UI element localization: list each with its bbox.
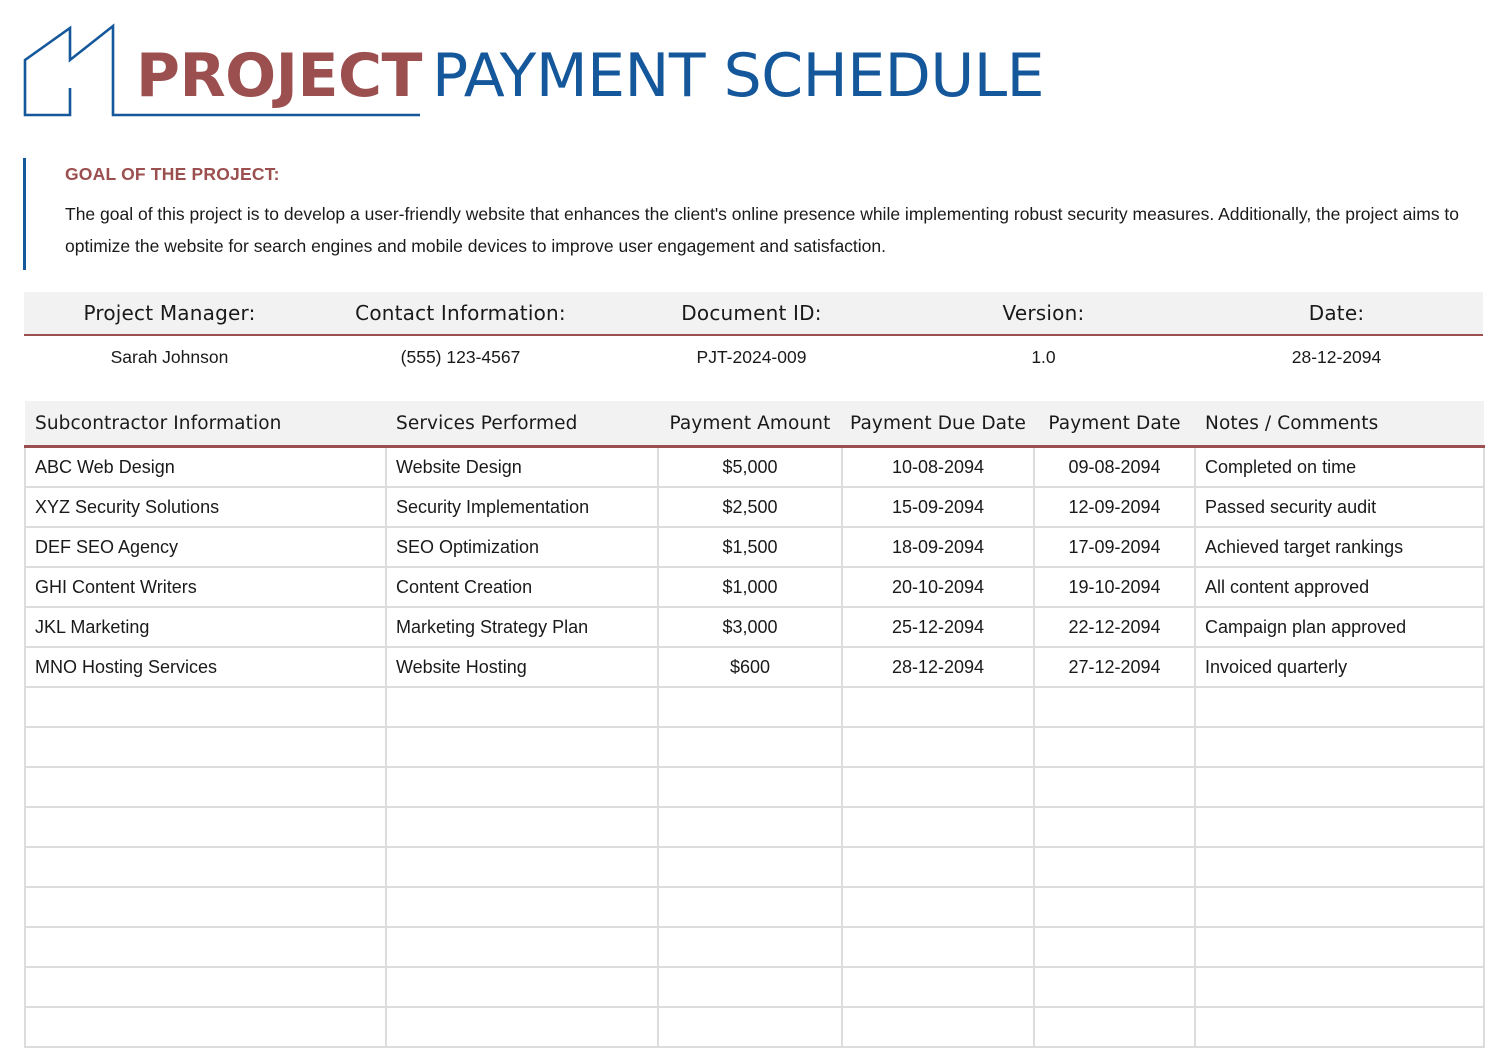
notes-cell[interactable] — [1195, 687, 1484, 727]
table-row — [25, 887, 1484, 927]
contact-information-label: Contact Information: — [315, 292, 606, 335]
payment-due-date-cell[interactable]: 20-10-2094 — [842, 567, 1034, 607]
subcontractor-cell[interactable] — [25, 807, 386, 847]
notes-cell[interactable]: Invoiced quarterly — [1195, 647, 1484, 687]
page-title — [136, 38, 1044, 118]
services-cell[interactable] — [386, 807, 658, 847]
project-goal-section — [23, 158, 1486, 270]
payment-amount-cell[interactable] — [658, 1007, 842, 1047]
payment-amount-cell[interactable]: $3,000 — [658, 607, 842, 647]
payment-due-date-cell[interactable]: 15-09-2094 — [842, 487, 1034, 527]
goal-label: GOAL OF THE PROJECT: — [65, 164, 280, 184]
notes-cell[interactable] — [1195, 887, 1484, 927]
payment-date-cell[interactable] — [1034, 767, 1195, 807]
payment-due-date-cell[interactable]: 28-12-2094 — [842, 647, 1034, 687]
payment-due-date-cell[interactable]: 18-09-2094 — [842, 527, 1034, 567]
payment-amount-cell[interactable]: $2,500 — [658, 487, 842, 527]
table-row — [25, 567, 1484, 607]
payment-amount-cell[interactable]: $1,500 — [658, 527, 842, 567]
date-value[interactable]: 28-12-2094 — [1291, 346, 1382, 367]
col-payment-date: Payment Date — [1034, 401, 1195, 447]
notes-cell[interactable]: Achieved target rankings — [1195, 527, 1484, 567]
payment-date-cell[interactable]: 19-10-2094 — [1034, 567, 1195, 607]
payment-date-cell[interactable] — [1034, 927, 1195, 967]
payment-due-date-cell[interactable] — [842, 1007, 1034, 1047]
notes-cell[interactable] — [1195, 927, 1484, 967]
subcontractor-cell[interactable] — [25, 687, 386, 727]
services-cell[interactable]: SEO Optimization — [386, 527, 658, 567]
payment-due-date-cell[interactable] — [842, 967, 1034, 1007]
payment-date-cell[interactable] — [1034, 967, 1195, 1007]
table-row — [25, 447, 1484, 488]
payment-amount-cell[interactable]: $5,000 — [658, 447, 842, 488]
notes-cell[interactable] — [1195, 727, 1484, 767]
project-manager-label: Project Manager: — [24, 292, 315, 335]
payment-amount-cell[interactable] — [658, 927, 842, 967]
payment-due-date-cell[interactable] — [842, 887, 1034, 927]
table-row — [25, 727, 1484, 767]
payment-due-date-cell[interactable]: 10-08-2094 — [842, 447, 1034, 488]
table-row — [25, 807, 1484, 847]
payment-date-cell[interactable] — [1034, 807, 1195, 847]
subcontractor-cell[interactable]: ABC Web Design — [25, 447, 386, 488]
subcontractor-cell[interactable] — [25, 847, 386, 887]
subcontractor-cell[interactable]: MNO Hosting Services — [25, 647, 386, 687]
schedule-header-row — [25, 401, 1484, 447]
col-notes: Notes / Comments — [1195, 401, 1484, 447]
project-info-table — [24, 292, 1483, 378]
payment-schedule-table — [24, 401, 1485, 1048]
payment-due-date-cell[interactable] — [842, 927, 1034, 967]
goal-text: The goal of this project is to develop a user-friendly website that enhances the client's online presence while implementing robust security measures. Additionally, the project aims to optimize the website for search engines and mobile devices to improve user engagement and satisfaction. — [65, 204, 1460, 256]
subcontractor-cell[interactable] — [25, 767, 386, 807]
notes-cell[interactable] — [1195, 807, 1484, 847]
notes-cell[interactable]: Campaign plan approved — [1195, 607, 1484, 647]
info-header-row — [24, 292, 1483, 335]
services-cell[interactable] — [386, 887, 658, 927]
title-bold: PROJECT — [136, 41, 422, 111]
table-row — [25, 1007, 1484, 1047]
payment-amount-cell[interactable] — [658, 727, 842, 767]
services-cell[interactable] — [386, 687, 658, 727]
payment-due-date-cell[interactable] — [842, 767, 1034, 807]
table-row — [25, 527, 1484, 567]
payment-due-date-cell[interactable] — [842, 727, 1034, 767]
date-label: Date: — [1190, 292, 1483, 335]
payment-amount-cell[interactable] — [658, 807, 842, 847]
subcontractor-cell[interactable] — [25, 967, 386, 1007]
payment-date-cell[interactable]: 27-12-2094 — [1034, 647, 1195, 687]
services-cell[interactable] — [386, 927, 658, 967]
contact-information-value[interactable]: (555) 123-4567 — [400, 346, 521, 367]
notes-cell[interactable]: All content approved — [1195, 567, 1484, 607]
col-services: Services Performed — [386, 401, 658, 447]
col-payment-due-date: Payment Due Date — [842, 401, 1034, 447]
document-id-label: Document ID: — [606, 292, 897, 335]
subcontractor-cell[interactable] — [25, 927, 386, 967]
payment-date-cell[interactable]: 22-12-2094 — [1034, 607, 1195, 647]
services-cell[interactable] — [386, 727, 658, 767]
notes-cell[interactable] — [1195, 767, 1484, 807]
services-cell[interactable]: Website Design — [386, 447, 658, 488]
services-cell[interactable]: Website Hosting — [386, 647, 658, 687]
payment-amount-cell[interactable] — [658, 687, 842, 727]
table-row — [25, 647, 1484, 687]
payment-date-cell[interactable] — [1034, 847, 1195, 887]
version-value[interactable]: 1.0 — [1031, 346, 1056, 367]
table-row — [25, 847, 1484, 887]
services-cell[interactable]: Marketing Strategy Plan — [386, 607, 658, 647]
services-cell[interactable]: Content Creation — [386, 567, 658, 607]
services-cell[interactable] — [386, 767, 658, 807]
payment-amount-cell[interactable]: $600 — [658, 647, 842, 687]
services-cell[interactable] — [386, 1007, 658, 1047]
services-cell[interactable] — [386, 847, 658, 887]
payment-due-date-cell[interactable] — [842, 807, 1034, 847]
payment-amount-cell[interactable] — [658, 767, 842, 807]
table-row — [25, 767, 1484, 807]
subcontractor-cell[interactable] — [25, 887, 386, 927]
payment-due-date-cell[interactable]: 25-12-2094 — [842, 607, 1034, 647]
payment-amount-cell[interactable] — [658, 887, 842, 927]
table-row — [25, 967, 1484, 1007]
project-manager-value[interactable]: Sarah Johnson — [110, 346, 229, 367]
subcontractor-cell[interactable]: XYZ Security Solutions — [25, 487, 386, 527]
notes-cell[interactable] — [1195, 967, 1484, 1007]
version-label: Version: — [897, 292, 1190, 335]
document-id-value[interactable]: PJT-2024-009 — [696, 346, 807, 367]
notes-cell[interactable]: Completed on time — [1195, 447, 1484, 488]
col-payment-amount: Payment Amount — [658, 401, 842, 447]
title-light: PAYMENT SCHEDULE — [431, 41, 1045, 111]
payment-date-cell[interactable] — [1034, 687, 1195, 727]
payment-date-cell[interactable]: 17-09-2094 — [1034, 527, 1195, 567]
payment-amount-cell[interactable] — [658, 967, 842, 1007]
payment-amount-cell[interactable]: $1,000 — [658, 567, 842, 607]
services-cell[interactable] — [386, 967, 658, 1007]
payment-date-cell[interactable]: 09-08-2094 — [1034, 447, 1195, 488]
subcontractor-cell[interactable]: DEF SEO Agency — [25, 527, 386, 567]
payment-date-cell[interactable] — [1034, 1007, 1195, 1047]
table-row — [25, 687, 1484, 727]
subcontractor-cell[interactable]: GHI Content Writers — [25, 567, 386, 607]
notes-cell[interactable] — [1195, 1007, 1484, 1047]
table-row — [25, 927, 1484, 967]
subcontractor-cell[interactable]: JKL Marketing — [25, 607, 386, 647]
table-row — [25, 487, 1484, 527]
payment-date-cell[interactable]: 12-09-2094 — [1034, 487, 1195, 527]
payment-amount-cell[interactable] — [658, 847, 842, 887]
subcontractor-cell[interactable] — [25, 727, 386, 767]
table-row — [25, 607, 1484, 647]
payment-date-cell[interactable] — [1034, 727, 1195, 767]
notes-cell[interactable]: Passed security audit — [1195, 487, 1484, 527]
notes-cell[interactable] — [1195, 847, 1484, 887]
services-cell[interactable]: Security Implementation — [386, 487, 658, 527]
payment-date-cell[interactable] — [1034, 887, 1195, 927]
subcontractor-cell[interactable] — [25, 1007, 386, 1047]
payment-due-date-cell[interactable] — [842, 687, 1034, 727]
payment-due-date-cell[interactable] — [842, 847, 1034, 887]
col-subcontractor: Subcontractor Information — [25, 401, 386, 447]
info-value-row — [24, 335, 1483, 378]
